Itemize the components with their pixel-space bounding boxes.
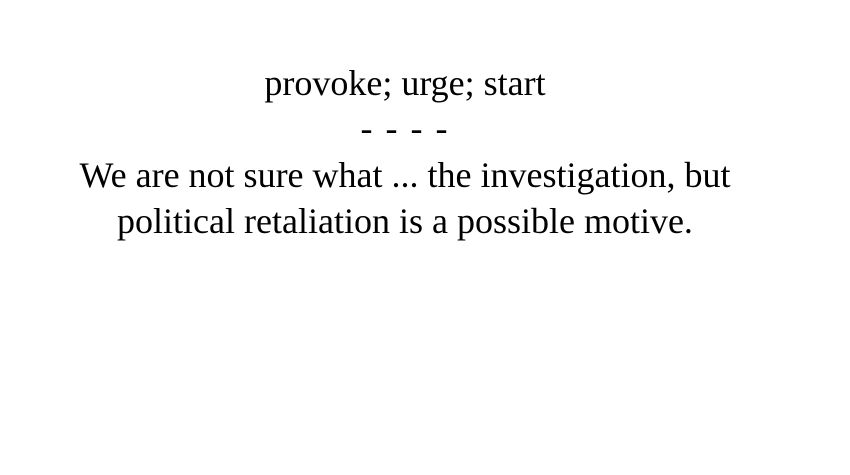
- definition-hint: provoke; urge; start: [264, 63, 546, 103]
- sentence-line-1: We are not sure what ... the investigation, but: [79, 155, 731, 195]
- separator: - - - -: [360, 108, 450, 148]
- example-sentence: [0, 152, 810, 244]
- sentence-line-2: political retaliation is a possible motive.: [117, 201, 693, 241]
